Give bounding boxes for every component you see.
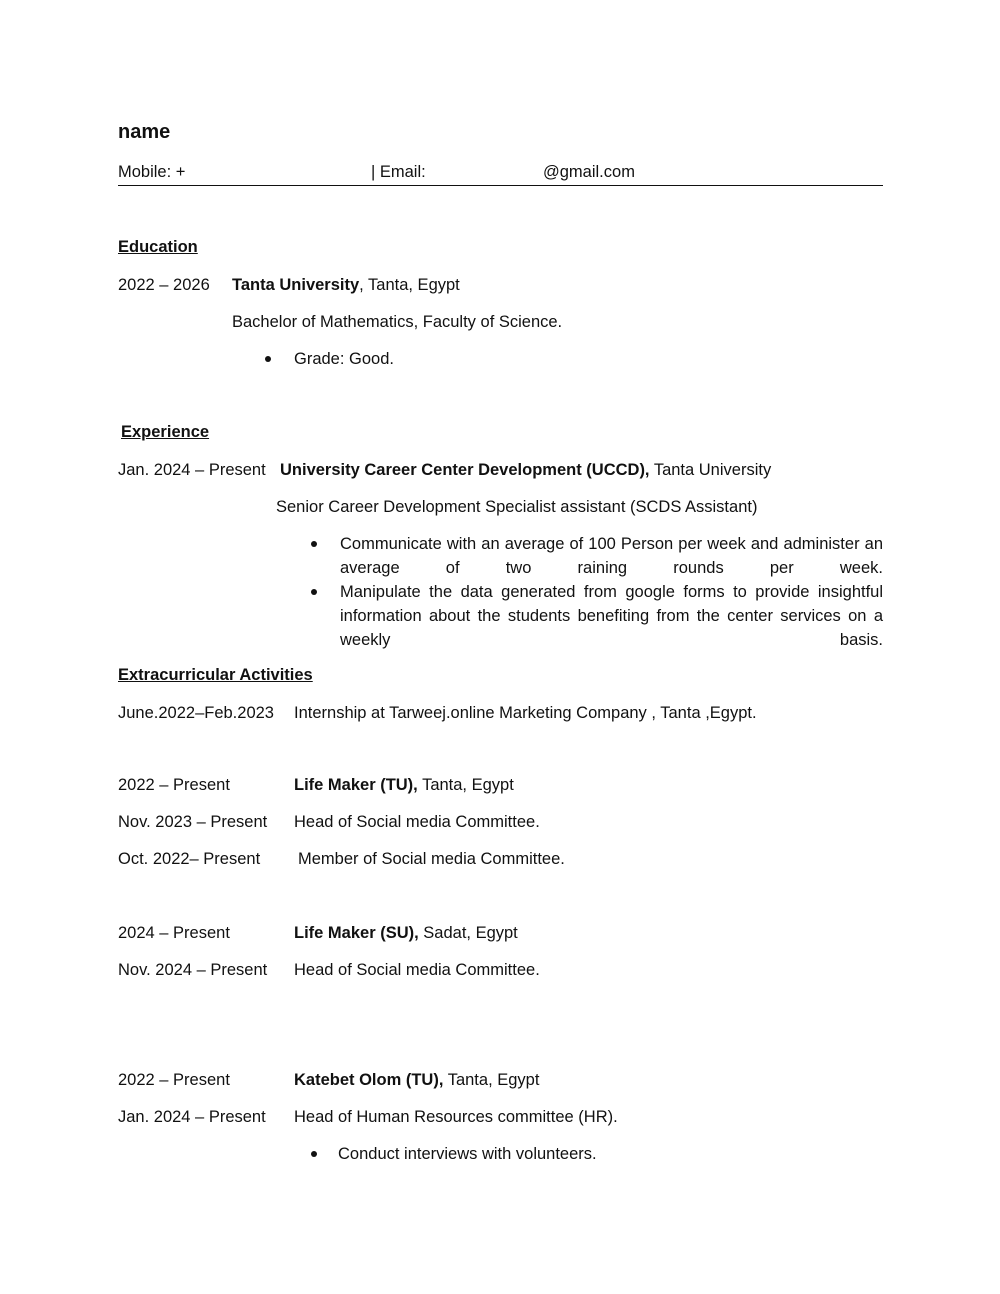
experience-org-location: Tanta University <box>649 461 772 479</box>
life-maker-su-line <box>294 923 518 943</box>
education-location: , Tanta, Egypt <box>359 276 460 294</box>
bullet-icon <box>311 541 317 547</box>
life-maker-tu-date: 2022 – Present <box>118 776 230 794</box>
katebet-olom-role-date: Jan. 2024 – Present <box>118 1108 266 1126</box>
katebet-olom-role: Head of Human Resources committee (HR). <box>294 1108 618 1126</box>
katebet-olom-date: 2022 – Present <box>118 1071 230 1089</box>
education-degree: Bachelor of Mathematics, Faculty of Science. <box>232 313 563 331</box>
katebet-olom-org: Katebet Olom (TU), <box>294 1071 444 1089</box>
education-heading: Education <box>118 238 198 256</box>
bullet-icon <box>265 356 271 362</box>
email-label: | Email: <box>371 163 426 181</box>
katebet-olom-bullet: Conduct interviews with volunteers. <box>338 1145 597 1163</box>
internship-date: June.2022–Feb.2023 <box>118 704 274 722</box>
extracurricular-heading: Extracurricular Activities <box>118 666 313 684</box>
life-maker-tu-line <box>294 775 514 795</box>
education-institution-line <box>232 275 460 295</box>
education-date: 2022 – 2026 <box>118 276 210 294</box>
katebet-olom-location: Tanta, Egypt <box>443 1071 540 1089</box>
experience-role: Senior Career Development Specialist assistant (SCDS Assistant) <box>276 498 758 516</box>
candidate-name: name <box>118 121 171 143</box>
bullet-icon <box>311 589 317 595</box>
katebet-olom-line <box>294 1070 539 1090</box>
experience-org-line <box>280 460 771 480</box>
experience-org: University Career Center Development (UCCD), <box>280 461 650 479</box>
experience-bullet-1: Communicate with an average of 100 Person per week and administer an average of two raining rounds per week. <box>340 535 883 577</box>
life-maker-su-location: Sadat, Egypt <box>418 924 518 942</box>
life-maker-su-role: Head of Social media Committee. <box>294 961 540 979</box>
email-domain: @gmail.com <box>543 163 635 181</box>
life-maker-tu-role: Member of Social media Committee. <box>298 850 565 868</box>
life-maker-tu-role: Head of Social media Committee. <box>294 813 540 831</box>
life-maker-su-org: Life Maker (SU), <box>294 924 419 942</box>
mobile-label: Mobile: + <box>118 163 186 181</box>
bullet-icon <box>311 1151 317 1157</box>
life-maker-tu-org: Life Maker (TU), <box>294 776 418 794</box>
life-maker-su-date: 2024 – Present <box>118 924 230 942</box>
life-maker-su-role-date: Nov. 2024 – Present <box>118 961 268 979</box>
experience-heading: Experience <box>121 423 210 441</box>
life-maker-tu-role-date: Nov. 2023 – Present <box>118 813 268 831</box>
experience-date: Jan. 2024 – Present <box>118 461 266 479</box>
experience-bullet-2: Manipulate the data generated from google forms to provide insightful information about the students benefiting from the center services on a weekly basis. <box>340 583 883 649</box>
life-maker-tu-role-date: Oct. 2022– Present <box>118 850 261 868</box>
education-grade: Grade: Good. <box>294 350 394 368</box>
life-maker-tu-location: Tanta, Egypt <box>417 776 514 794</box>
header-divider <box>118 185 883 186</box>
education-institution: Tanta University <box>232 276 360 294</box>
internship-text: Internship at Tarweej.online Marketing Company , Tanta ,Egypt. <box>294 704 757 722</box>
